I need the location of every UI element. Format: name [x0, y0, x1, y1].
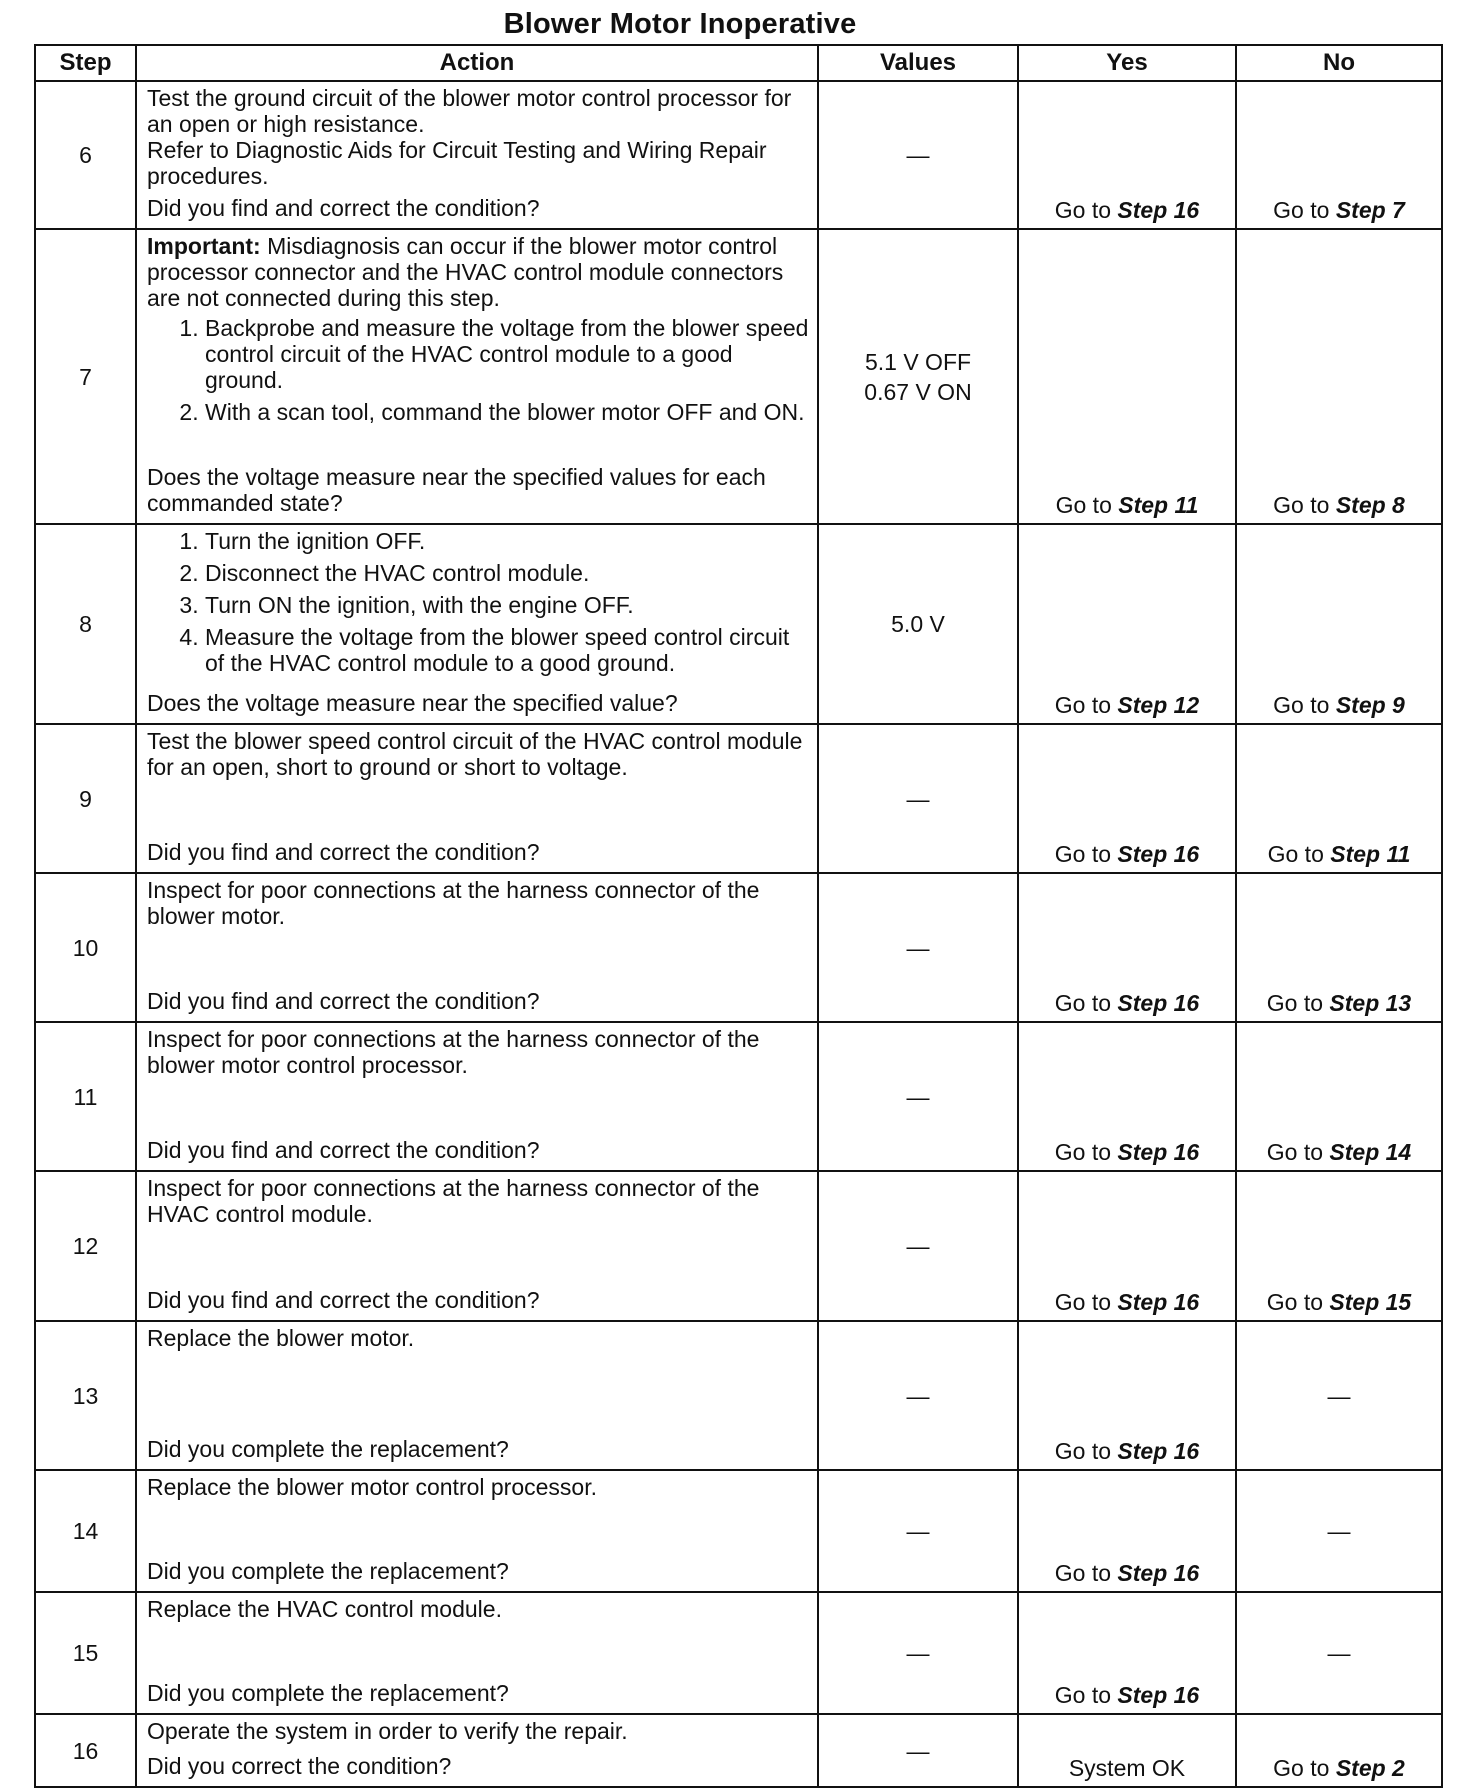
- value-text: 5.1 V OFF: [864, 348, 972, 375]
- step-number: 14: [35, 1470, 136, 1592]
- action-cell: [136, 1470, 818, 1592]
- action-question: Does the voltage measure near the specified values for each commanded state?: [147, 464, 766, 516]
- table-row: [35, 1022, 1442, 1171]
- values-cell: [818, 1470, 1018, 1592]
- result-yes: [1018, 524, 1236, 724]
- goto-link: [1055, 692, 1199, 718]
- action-cell: [136, 1171, 818, 1321]
- action-line: Replace the blower motor control processor.: [147, 1474, 597, 1500]
- action-instructions: [147, 877, 809, 929]
- action-content: [147, 1596, 809, 1706]
- goto-target: Step 8: [1335, 492, 1405, 518]
- values-cell: [818, 873, 1018, 1022]
- goto-prefix: Go to: [1267, 841, 1324, 867]
- header-values: Values: [818, 45, 1018, 81]
- result-yes: [1018, 1022, 1236, 1171]
- action-content: [147, 877, 809, 1014]
- goto-prefix: Go to: [1273, 692, 1330, 718]
- goto-target: Step 12: [1117, 692, 1200, 718]
- sub-step: 2. Disconnect the HVAC control module.: [205, 560, 809, 586]
- result-no: [1236, 724, 1442, 873]
- action-question: Did you find and correct the condition?: [147, 195, 540, 221]
- step-number: 10: [35, 873, 136, 1022]
- header-no: No: [1236, 45, 1442, 81]
- header-action: Action: [136, 45, 818, 81]
- action-content: [147, 728, 809, 865]
- action-question: Did you find and correct the condition?: [147, 1287, 540, 1313]
- goto-target: Step 11: [1330, 841, 1411, 867]
- result-yes: [1018, 1171, 1236, 1321]
- goto-target: Step 15: [1329, 1289, 1412, 1315]
- value-text: 0.67 V ON: [864, 378, 972, 405]
- goto-target: Step 16: [1117, 990, 1200, 1016]
- goto-link: [1055, 841, 1199, 867]
- goto-prefix: Go to: [1266, 990, 1324, 1016]
- result-yes: [1018, 1470, 1236, 1592]
- sub-step: 2. With a scan tool, command the blower motor OFF and ON.: [205, 399, 809, 425]
- table-row: [35, 524, 1442, 724]
- sub-step: 1. Backprobe and measure the voltage from the blower speed control circuit of the HVAC control module to a good ground.: [205, 315, 809, 393]
- goto-link: [1055, 1139, 1199, 1165]
- goto-link: [1055, 197, 1199, 223]
- result-no: [1236, 1592, 1442, 1714]
- action-question: Did you correct the condition?: [147, 1753, 452, 1779]
- action-line: Test the ground circuit of the blower motor control processor for an open or high resistance.: [147, 85, 792, 137]
- table-row: [35, 1321, 1442, 1470]
- step-number: 7: [35, 229, 136, 524]
- action-question: Did you find and correct the condition?: [147, 839, 540, 865]
- goto-prefix: Go to: [1273, 492, 1330, 518]
- table-row: [35, 1470, 1442, 1592]
- value-text: —: [906, 1083, 930, 1110]
- goto-link: [1273, 1755, 1405, 1781]
- table-row: [35, 724, 1442, 873]
- result-no: [1236, 229, 1442, 524]
- value-text: —: [906, 1233, 930, 1259]
- value-text: —: [906, 1737, 930, 1764]
- goto-target: Step 16: [1117, 1682, 1200, 1708]
- value-text: —: [906, 934, 930, 961]
- goto-target: Step 16: [1117, 1560, 1200, 1586]
- goto-link: [1273, 492, 1405, 518]
- goto-target: Step 9: [1335, 692, 1405, 718]
- action-line: Inspect for poor connections at the harness connector of the HVAC control module.: [147, 1175, 760, 1227]
- goto-prefix: Go to: [1273, 1755, 1330, 1781]
- goto-link: [1055, 1682, 1199, 1708]
- yes-text: System OK: [1068, 1755, 1186, 1781]
- action-instructions: [147, 728, 809, 780]
- goto-link: [1055, 1289, 1199, 1315]
- step-number: 6: [35, 81, 136, 229]
- header-yes: Yes: [1018, 45, 1236, 81]
- action-cell: [136, 229, 818, 524]
- no-text: —: [1327, 1518, 1351, 1544]
- goto-target: Step 16: [1117, 1289, 1200, 1315]
- important-text: Misdiagnosis can occur if the blower motor control processor connector and the HVAC control module connectors are not connected during this step.: [147, 233, 784, 311]
- action-line: Replace the blower motor.: [147, 1325, 415, 1351]
- result-yes: [1018, 724, 1236, 873]
- goto-prefix: Go to: [1266, 1139, 1324, 1165]
- action-line: Operate the system in order to verify the repair.: [147, 1718, 628, 1744]
- action-question: Did you complete the replacement?: [147, 1558, 509, 1584]
- result-yes: [1018, 873, 1236, 1022]
- goto-link: [1273, 692, 1405, 718]
- goto-target: Step 2: [1335, 1755, 1405, 1781]
- result-no: [1236, 81, 1442, 229]
- goto-link: [1273, 197, 1405, 223]
- action-content: [147, 1175, 809, 1313]
- goto-prefix: Go to: [1054, 692, 1112, 718]
- action-instructions: [147, 1175, 809, 1227]
- action-cell: [136, 724, 818, 873]
- important-label: Important:: [147, 233, 261, 259]
- values-cell: [818, 524, 1018, 724]
- goto-prefix: Go to: [1273, 197, 1330, 223]
- action-instructions: [147, 233, 809, 431]
- value-text: 5.0 V: [891, 611, 945, 637]
- result-yes: [1018, 1321, 1236, 1470]
- result-no: [1236, 1022, 1442, 1171]
- action-cell: [136, 1592, 818, 1714]
- sub-step: 4. Measure the voltage from the blower speed control circuit of the HVAC control module to a good ground.: [205, 624, 809, 676]
- goto-target: Step 14: [1329, 1139, 1412, 1165]
- table-row: [35, 229, 1442, 524]
- no-text: —: [1327, 1382, 1351, 1409]
- value-text: —: [906, 1640, 930, 1666]
- goto-link: [1055, 1560, 1199, 1586]
- action-cell: [136, 1321, 818, 1470]
- goto-prefix: Go to: [1054, 1139, 1112, 1165]
- action-instructions: [147, 1474, 809, 1500]
- goto-prefix: Go to: [1054, 1682, 1112, 1708]
- action-line: Refer to Diagnostic Aids for Circuit Testing and Wiring Repair procedures.: [147, 137, 767, 189]
- step-number: 12: [35, 1171, 136, 1321]
- action-instructions: [147, 1026, 809, 1078]
- table-row: [35, 1171, 1442, 1321]
- table-row: [35, 81, 1442, 229]
- values-cell: [818, 229, 1018, 524]
- values-cell: [818, 1714, 1018, 1787]
- values-cell: [818, 1592, 1018, 1714]
- step-number: 16: [35, 1714, 136, 1787]
- step-number: 11: [35, 1022, 136, 1171]
- goto-link: [1056, 492, 1199, 518]
- goto-prefix: Go to: [1055, 492, 1112, 518]
- action-cell: [136, 1022, 818, 1171]
- goto-prefix: Go to: [1054, 1438, 1112, 1464]
- action-content: [147, 1026, 809, 1163]
- values-cell: [818, 1022, 1018, 1171]
- action-content: [147, 528, 809, 716]
- goto-target: Step 16: [1117, 197, 1200, 223]
- goto-prefix: Go to: [1266, 1289, 1324, 1315]
- action-question: Did you complete the replacement?: [147, 1436, 509, 1462]
- action-cell: [136, 81, 818, 229]
- goto-target: Step 16: [1117, 1139, 1200, 1165]
- result-no: [1236, 1171, 1442, 1321]
- action-content: [147, 1325, 809, 1462]
- action-line: Inspect for poor connections at the harness connector of the blower motor control processor.: [147, 1026, 760, 1078]
- values-cell: [818, 1321, 1018, 1470]
- table-row: [35, 1592, 1442, 1714]
- goto-link: [1267, 990, 1411, 1016]
- action-instructions: [147, 1718, 809, 1744]
- action-content: [147, 233, 809, 516]
- result-yes: [1018, 1592, 1236, 1714]
- important-note: [147, 233, 809, 311]
- action-line: Replace the HVAC control module.: [147, 1596, 502, 1622]
- action-line: Inspect for poor connections at the harness connector of the blower motor.: [147, 877, 760, 929]
- value-text: —: [906, 1382, 930, 1409]
- goto-link: [1267, 1289, 1411, 1315]
- result-no: [1236, 873, 1442, 1022]
- value-text: —: [906, 785, 930, 812]
- action-question: Did you find and correct the condition?: [147, 988, 540, 1014]
- goto-target: Step 13: [1329, 990, 1412, 1016]
- action-cell: [136, 873, 818, 1022]
- goto-prefix: Go to: [1054, 1289, 1112, 1315]
- action-question: Does the voltage measure near the specified value?: [147, 690, 678, 716]
- goto-target: Step 16: [1117, 1438, 1200, 1464]
- goto-prefix: Go to: [1054, 1560, 1112, 1586]
- diagnostic-table: [34, 44, 1443, 1788]
- goto-link: [1055, 990, 1199, 1016]
- result-yes: [1018, 81, 1236, 229]
- sub-step: 1. Turn the ignition OFF.: [205, 528, 809, 554]
- goto-link: [1268, 841, 1411, 867]
- result-no: [1236, 524, 1442, 724]
- goto-prefix: Go to: [1054, 990, 1112, 1016]
- step-number: 8: [35, 524, 136, 724]
- values-cell: [818, 81, 1018, 229]
- action-cell: [136, 524, 818, 724]
- step-number: 15: [35, 1592, 136, 1714]
- header-row: [35, 45, 1442, 81]
- action-content: [147, 1474, 809, 1584]
- value-text: —: [906, 142, 930, 168]
- goto-prefix: Go to: [1054, 841, 1112, 867]
- value-text: —: [906, 1518, 930, 1544]
- result-no: [1236, 1321, 1442, 1470]
- no-text: —: [1327, 1640, 1351, 1666]
- values-cell: [818, 724, 1018, 873]
- action-content: [147, 85, 809, 221]
- table-row: [35, 1714, 1442, 1787]
- action-instructions: [147, 85, 809, 189]
- sub-step-list: [147, 528, 809, 676]
- goto-target: Step 7: [1335, 197, 1405, 223]
- result-no: [1236, 1714, 1442, 1787]
- action-question: Did you find and correct the condition?: [147, 1137, 540, 1163]
- result-yes: [1018, 1714, 1236, 1787]
- step-number: 9: [35, 724, 136, 873]
- result-yes: [1018, 229, 1236, 524]
- action-instructions: [147, 528, 809, 682]
- document-title: Blower Motor Inoperative: [503, 8, 857, 40]
- action-content: [147, 1718, 809, 1779]
- action-line: Test the blower speed control circuit of the HVAC control module for an open, short to ground or short to voltage.: [147, 728, 803, 780]
- action-instructions: [147, 1596, 809, 1622]
- action-instructions: [147, 1325, 809, 1351]
- goto-link: [1055, 1438, 1199, 1464]
- sub-step: 3. Turn ON the ignition, with the engine OFF.: [205, 592, 809, 618]
- goto-target: Step 11: [1118, 492, 1199, 518]
- header-step: Step: [35, 45, 136, 81]
- values-cell: [818, 1171, 1018, 1321]
- step-number: 13: [35, 1321, 136, 1470]
- goto-prefix: Go to: [1054, 197, 1112, 223]
- goto-link: [1267, 1139, 1411, 1165]
- sub-step-list: [147, 315, 809, 425]
- action-question: Did you complete the replacement?: [147, 1680, 509, 1706]
- goto-target: Step 16: [1117, 841, 1200, 867]
- table-row: [35, 873, 1442, 1022]
- result-no: [1236, 1470, 1442, 1592]
- action-cell: [136, 1714, 818, 1787]
